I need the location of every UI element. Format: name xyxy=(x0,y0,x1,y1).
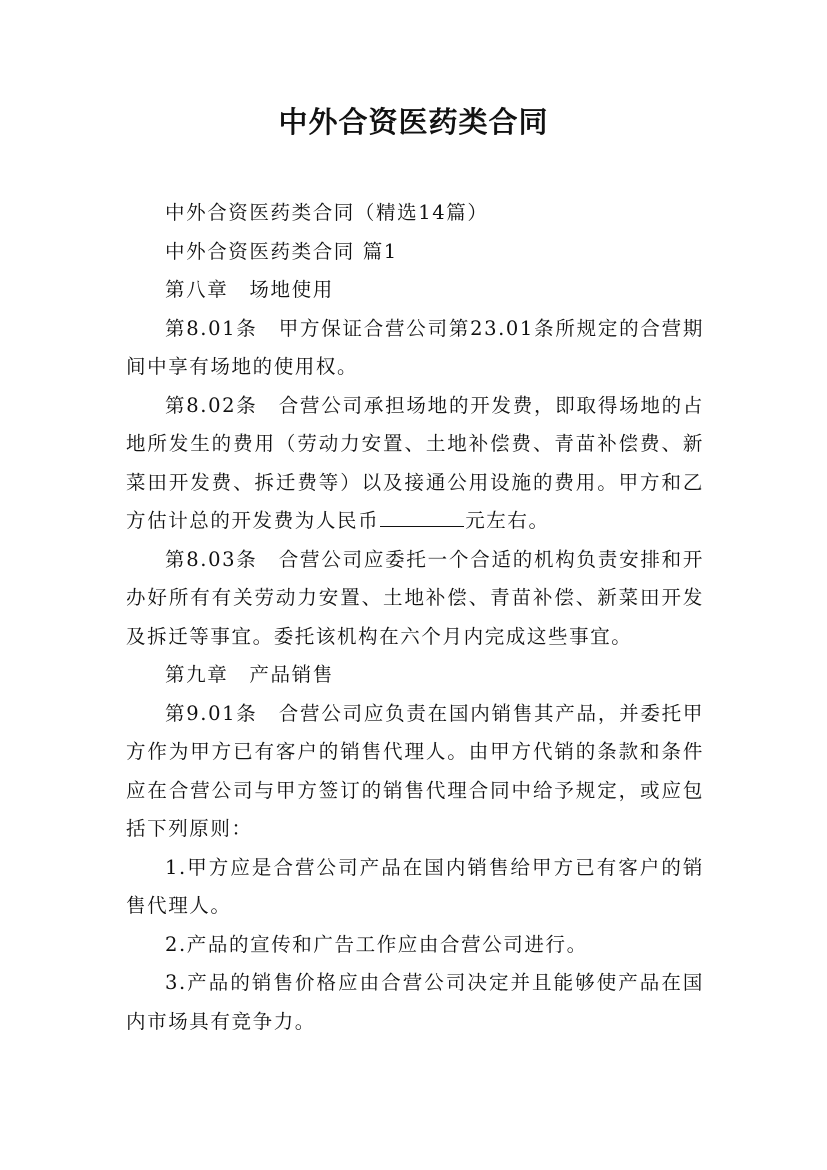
amount-blank-line xyxy=(380,508,464,527)
list-item-2: 2.产品的宣传和广告工作应由合营公司进行。 xyxy=(165,932,588,956)
document-title: 中外合资医药类合同 xyxy=(278,105,549,139)
article-8-02 xyxy=(126,387,704,541)
chapter-8-heading: 第八章 场地使用 xyxy=(165,278,334,301)
section-heading: 中外合资医药类合同 篇1 xyxy=(165,239,398,263)
subtitle-paragraph: 中外合资医药类合同（精选14篇） xyxy=(165,201,489,224)
article-8-02-text: 第8.02条 合营公司承担场地的开发费，即取得场地的占地所发生的费用（劳动力安置、土地补偿费、青苗补偿费、新菜田开发费、拆迁费等）以及接通公用设施的费用。甲方和乙方估计总的开发费为人民币 xyxy=(126,393,704,532)
article-8-02-tail: 元左右。 xyxy=(465,509,550,532)
article-8-03: 第8.03条 合营公司应委托一个合适的机构负责安排和开办好所有有关劳动力安置、土地补偿、青苗补偿、新菜田开发及拆迁等事宜。委托该机构在六个月内完成这些事宜。 xyxy=(126,547,704,648)
document-body xyxy=(126,194,704,1041)
article-9-01: 第9.01条 合营公司应负责在国内销售其产品，并委托甲方作为甲方已有客户的销售代理人。由甲方代销的条款和条件应在合营公司与甲方签订的销售代理合同中给予规定，或应包括下列原则： xyxy=(126,701,704,840)
article-8-01: 第8.01条 甲方保证合营公司第23.01条所规定的合营期间中享有场地的使用权。 xyxy=(126,316,704,378)
list-item-1: 1.甲方应是合营公司产品在国内销售给甲方已有客户的销售代理人。 xyxy=(126,855,704,917)
chapter-9-heading: 第九章 产品销售 xyxy=(165,663,334,686)
list-item-3: 3.产品的销售价格应由合营公司决定并且能够使产品在国内市场具有竞争力。 xyxy=(126,971,704,1033)
